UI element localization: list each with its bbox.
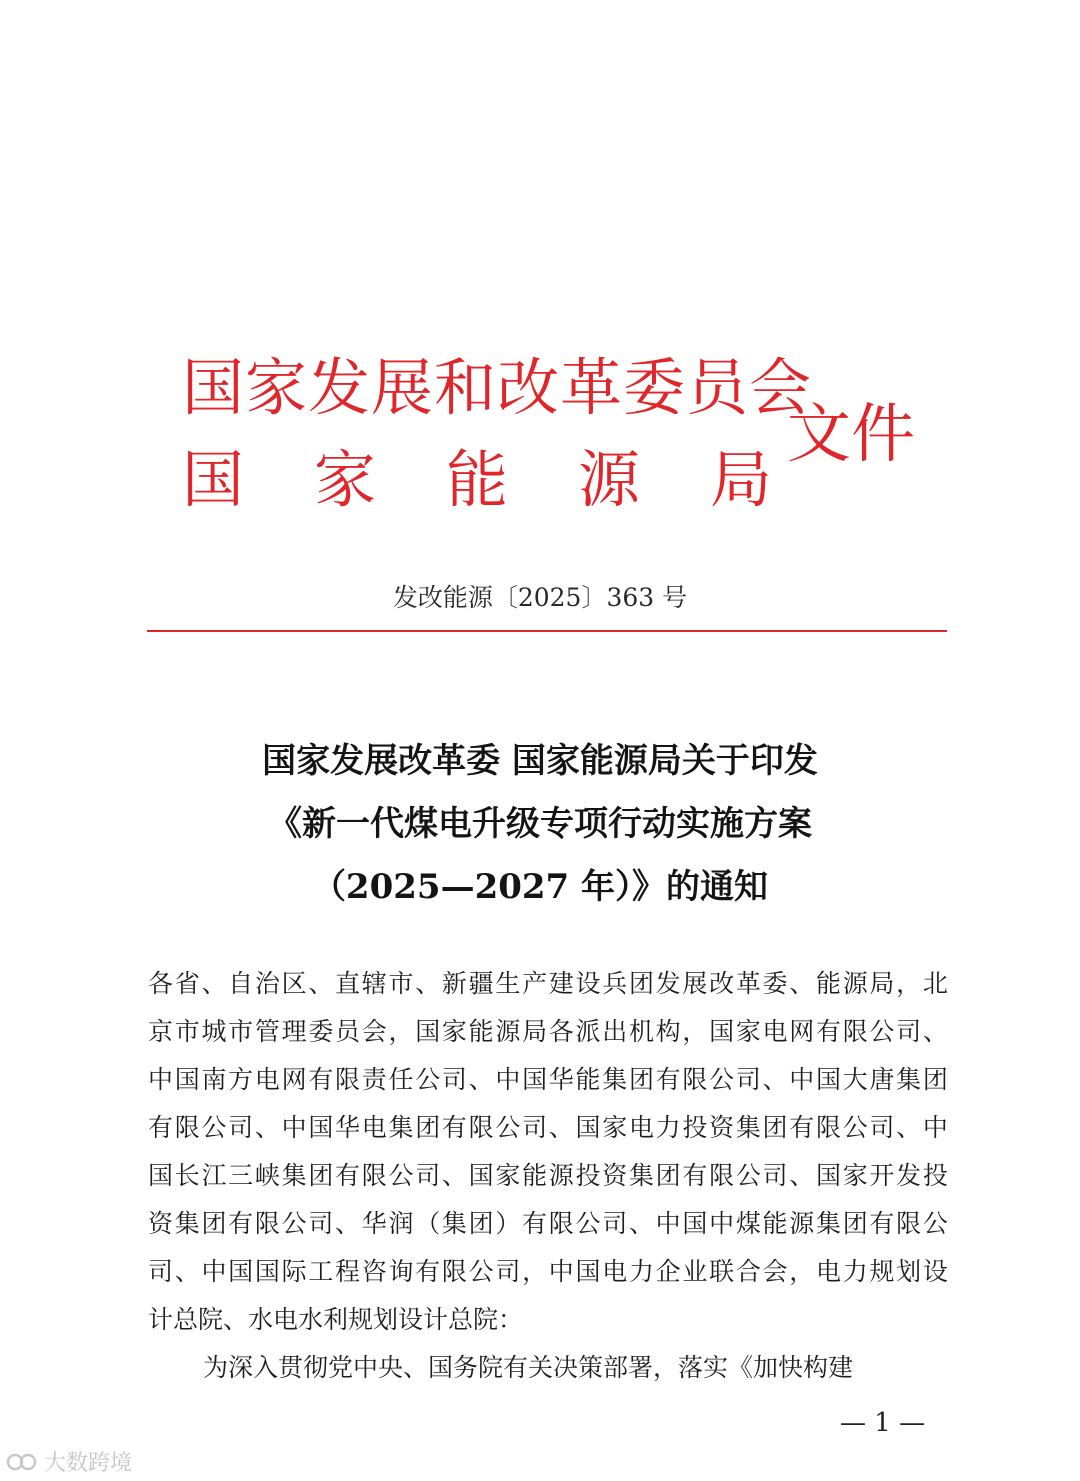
masthead-issuer-1: 国家发展和改革委员会 [182,351,813,424]
addressee-line: 有 限 公 司 、 中 国 华 电 集 团 有 限 公 司 、 国 家 电 力 投 资 集 团 有 限 公 司 、 中 [148,1113,948,1142]
masthead-char: 能 [445,443,508,516]
masthead-char: 源 [577,443,640,516]
document-body [148,960,948,1392]
masthead-suffix: 文件 [787,398,915,472]
red-divider [147,630,947,632]
addressee-line: 京 市 城 市 管 理 委 员 会 ， 国 家 能 源 局 各 派 出 机 构 ， 国 家 电 网 有 限 公 司 、 [148,1017,948,1046]
addressee-line: 计总院、水电水利规划设计总院： [148,1305,524,1334]
title-line-2: 《新一代煤电升级专项行动实施方案 [268,804,812,844]
watermark-text: 大数跨境 [44,1451,133,1476]
addressee-line: 司 、 中 国 国 际 工 程 咨 询 有 限 公 司 ， 中 国 电 力 企 业 联 合 会 ， 电 力 规 划 设 [148,1257,948,1286]
masthead-char: 家 [313,443,376,516]
watermark-logo-icon [6,1449,40,1475]
title-line-3: （2025—2027 年）》的通知 [311,867,769,907]
addressee-line: 资 集 团 有 限 公 司 、 华 润 （ 集 团 ） 有 限 公 司 、 中 国 中 煤 能 源 集 团 有 限 公 [148,1209,948,1238]
paragraph-line: 为深入贯彻党中央、国务院有关决策部署，落实《加快构建 [203,1353,854,1382]
title-line-1: 国家发展改革委 国家能源局关于印发 [262,741,818,781]
addressee-line: 国 长 江 三 峡 集 团 有 限 公 司 、 国 家 能 源 投 资 集 团 有 限 公 司 、 国 家 开 发 投 [148,1161,948,1190]
masthead-char: 局 [709,443,772,516]
addressee-line: 中 国 南 方 电 网 有 限 责 任 公 司 、 中 国 华 能 集 团 有 限 公 司 、 中 国 大 唐 集 团 [148,1065,948,1094]
document-title [0,730,1080,919]
addressee-line: 各 省 、 自 治 区 、 直 辖 市 、 新 疆 生 产 建 设 兵 团 发 展 改 革 委 、 能 源 局 ， 北 [148,969,948,998]
masthead-issuer-2 [182,430,772,519]
masthead-char: 国 [182,443,245,516]
watermark [6,1446,132,1477]
page-number: — 1 — [840,1408,926,1438]
document-number: 发改能源〔2025〕363 号 [392,583,688,612]
